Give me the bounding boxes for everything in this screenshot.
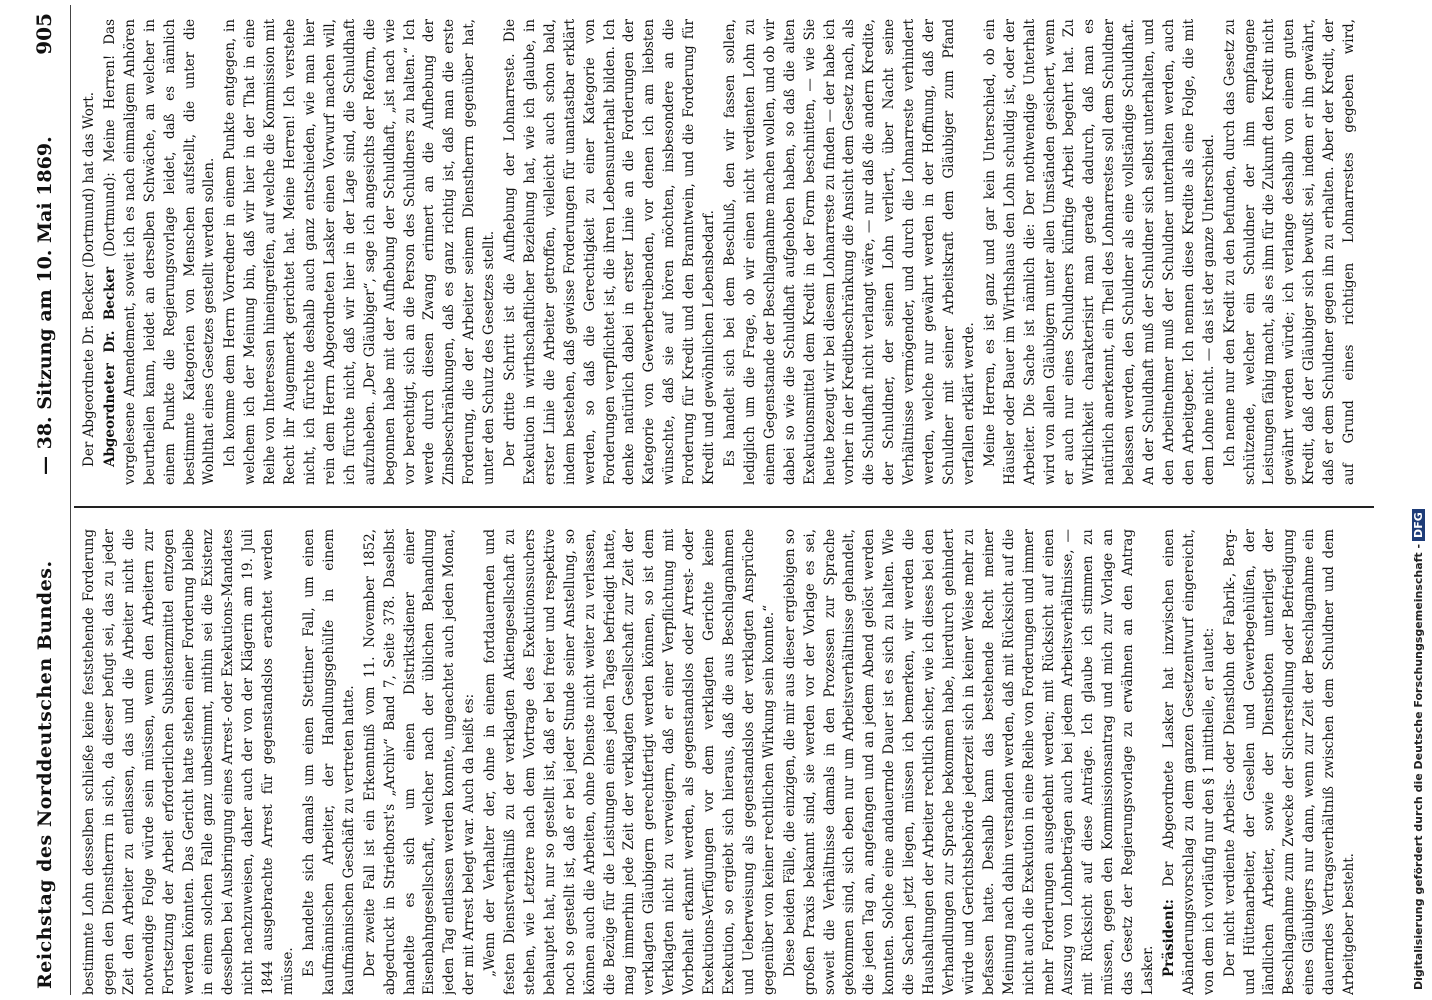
column-rule xyxy=(74,506,1374,508)
speaker-text: Der Abgeordnete Lasker hat inzwischen einen Abänderungsvorschlag zu dem ganzen Gesetzentwurf eingereicht, von dem ich vorläufig nur den § 1 mittheile, er lautet: xyxy=(1160,529,1217,995)
paragraph: Der dritte Schritt ist die Aufhebung der Lohnarreste. Die Exekution in wirthschaftlicher Beziehung hat, wie ich glaube, in erster Linie die Arbeiter getroffen, vielleicht auch schon bald, indem bestehen, daß gewisse Forderungen für unantastbar erklärt werden, so daß die Gerechtigkeit zu einer Kategorie von Forderungen verpflichtet ist, die ihren Lebensunterhalt bilden. Ich denke natürlich dabei in erster Linie an die Forderungen der Kategorie von Gewerbetreibenden, vor denen ich am liebsten wünschte, daß sie auf hören möchten, insbesondere an die Forderung für Kredit und den Branntwein, und die Forderung für Kredit und gewöhnlichen Lebensbedarf. xyxy=(502,19,718,485)
amendment-paragraph: Der nicht verdiente Arbeits- oder Dienstlohn der Fabrik-, Berg- und Hüttenarbeiter, der Gesellen und Gewerbegehülfen, der ländlichen Arbeiter, sowie der Dienstboten unterliegt der Beschlagnahme zum Zwecke der Sicherstellung oder Befriedigung eines Gläubigers nur dann, wenn zur Zeit der Beschlagnahme ein dauerndes Vertragsverhältniß zwischen dem Schuldner und dem Arbeitgeber besteht. xyxy=(1221,529,1358,995)
header-rule xyxy=(70,5,71,995)
speaker-name: Abgeordneter Dr. Becker xyxy=(101,266,118,467)
speaker-paragraph xyxy=(1160,529,1220,995)
dfg-logo: DFG xyxy=(1412,509,1425,541)
paragraph: bestimmte Lohn desselben schließe keine feststehende Forderung gegen den Dienstherrn in sich, da dieser befugt sei, das zu jeder Zeit den Arbeiter zu entlassen, das und die Arbeiter nicht die notwendige Folge würde sein müssen, wenn den Arbeitern zur Fortsetzung der Arbeit erforderlichen Subsistenzmittel entzogen werden könnten. Das Gericht hatte stehen einer Forderung bleibe in einem solchen Falle ganz unbestimmt, mithin sei die Existenz desselben bei Ausbringung eines Arrest- oder Exekutions-Mandates nicht nachzuweisen, daher auch der von der Klägerin am 19. Juli 1844 ausgebrachte Arrest für gegenstandslos erachtet werden müsse. xyxy=(81,529,297,995)
paragraph: Meine Herren, es ist ganz und gar kein Unterschied, ob ein Häusler oder Bauer im Wirthshaus den Lohn schuldig ist, oder der Arbeiter. Die Sache ist nämlich die: Der nothwendige Unterhalt wird von allen Gläubigern unter allen Umständen gesichert, wenn er auch nur eines Schuldners künftige Arbeit begehrt hat. Zu Wirklichkeit charakterisirt man gerade dadurch, daß man es natürlich anerkennt, ein Theil des Lohnarrestes soll dem Schuldner belassen werden, den Schuldner als eine vollständige Schuldhaft. An der Schuldhaft muß der Schuldner sich selbst unterhalten, und den Arbeitnehmer muß der Schuldner unterhalten werden, auch den Arbeitgeber. Ich nennen diese Kredite als eine Folge, die mit dem Lohne nicht. — das ist der ganze Unterschied. xyxy=(981,19,1217,485)
page-number: 905 xyxy=(32,13,56,55)
left-column xyxy=(80,529,1360,995)
paragraph: Der zweite Fall ist ein Erkenntniß vom 11. November 1852, abgedruckt in Striethorst's „Archiv“ Band 7, Seite 378. Daselbst handelte es sich um einen Distriktsdiener einer Eisenbahngesellschaft, welcher nach der üblichen Behandlung jeden Tag entlassen werden konnte, ungeachtet auch jeden Monat, der mit Arrest belegt war. Auch da heißt es: xyxy=(361,529,478,995)
paragraph: Diese beiden Fälle, die einzigen, die mir aus dieser ergiebigen so großen Praxis bekannt sind, sie werden vor der Vorlage es sei, soweit die Verhältnisse damals in den Prozessen zur Sprache gekommen sind, sich eben nur um Arbeitsverhältnisse gehandelt, die jeden Tag an, angefangen und an jedem Abend gelöst werden konnten. Solche eine andauernde Dauer ist es sich zu halten. Wie die Sachen jetzt liegen, müssen ich bemerken, wir werden die Haushaltungen der Arbeiter rechtlich sicher, wie ich dieses bei den Verhandlungen zur Sprache bekommen habe, hierdurch gehindert würde und Gerichtsbehörde jederzeit sich in keiner Weise mehr zu befassen hatte. Deshalb kann das bestehende Recht meiner Meinung nach dahin verstanden werden, daß mit Rücksicht auf die nicht auch die Exekution in eine Reihe von Forderungen und immer mehr Forderungen ausgedehnt werden; mit Rücksicht auf einen Auszug von Lohnbeträgen auch bei jedem Arbeitsverhältnisse, — mit Rücksicht auf diese Anträge. Ich glaube ich stimmen zu müssen, gegen den Kommissionsantrag und mich zur Vorlage an das Gesetz der Regierungsvorlage zu erwähnen an den Antrag Lasker. xyxy=(781,529,1157,995)
paragraph: „Wenn der Verhalter der, ohne in einem fortdauernden und festen Dienstverhältniß zu der verklagten Aktiengesellschaft zu stehen, wie Letztere nach dem Vortrage des Exekutionssuchers behauptet hat, nur so gestellt ist, daß er bei freier und respektive noch so gestellt ist, daß er bei jeder Stunde seiner Anstellung, so können auch die Arbeiten, ohne Dienste nicht weiter zu verlassen, die Bezüge für die Leistungen eines jeden Tages befriedigt hatte, mag immerhin jede Zeit der verklagten Gesellschaft zur Zeit der verklagten Gläubigern gerechtfertigt werden können, so ist dem Verklagten nicht zu verweigern, daß er einer Verpflichtung mit Vorbehalt erkannt werden, als gegenstandslos oder Arrest- oder Exekutions-Verfügungen vor dem verklagten Gerichte keine Exekution, so ergiebt sich hieraus, daß die aus Beschlagnahmen und Ueberweisung als gegenstandslos der verklagten Ansprüche gegenüber von keiner rechtlichen Wirkung sein konnte.“ xyxy=(482,529,777,995)
speaker-text: (Dortmund): Meine Herren! Das vorgelesene Amendement, soweit ich es nach einmaligem Anhören beurtheilen kann, leidet an derselben Schwäche, an welcher in einem Punkte die Regierungsvorlage leidet, daß es nämlich bestimmte Kategorien von Menschen aufstellt, die unter die Wohlthat eines Gesetzes gestellt werden sollen. xyxy=(101,19,218,485)
speaker-name: Präsident: xyxy=(1160,899,1177,977)
paragraph: Ich komme dem Herrn Vorredner in einem Punkte entgegen, in welchem ich der Meinung bin, daß wir hier in der That in eine Reihe von Interessen hineingreifen, auf welche die Kommission mit Recht ihr Augenmerk gerichtet hat. Meine Herren! Ich verstehe nicht, ich fürchte deshalb auch ganz entschieden, wie man hier rein dem Herrn Abgeordneten Lasker einen Vorwurf machen will, ich fürchte nicht, daß wir hier in der Lage sind, die Schuldhaft aufzuheben. „Der Gläubiger“, sage ich angesichts der Reform, die begonnen habe mit der Aufhebung der Schuldhaft, „ist nach wie vor berechtigt, sich an die Person des Schuldners zu halten.“ Ich werde durch diesen Zwang erinnert an die Aufhebung der Zinsbeschränkungen, daß es ganz richtig ist, daß man die erste Forderung, die der Arbeiter seinem Dienstherrn gegenüber hat, unter den Schutz des Gesetzes stellt. xyxy=(222,19,498,485)
paragraph: Ich nenne nur den Kredit zu den befunden, durch das Gesetz zu schützende, welcher ein Schuldner der ihm empfangene Leistungen fähig macht, als es ihm für die Zukunft den Kredit nicht gewährt werden würde; ich verlange deshalb von einem guten Kredit, daß der Gläubiger sich bewußt sei, indem er ihn gewährt, daß er dem Schuldner gegen ihn zu erhalten. Aber der Kredit, der auf Grund eines richtigen Lohnarrestes gegeben wird, xyxy=(1221,19,1358,485)
right-column xyxy=(80,19,1360,485)
paragraph: Es handelt sich bei dem Beschluß, den wir fassen sollen, lediglich um die Frage, ob wir einen nicht verdienten Lohn zu einem Gegenstande der Beschlagnahme machen wollen, und ob wir dabei so wie die Schuldhaft aufgehoben haben, so daß die alten Exekutionsmittel dem Kredit in der Form beschnitten, — wie Sie heute bezeugt wir bei diesem Lohnarreste zu finden — der habe ich vorher in der Kreditbeschränkung die Ansicht dem Gesetz nach, als die Schuldhaft nicht verlangt wäre, — nur daß die andern Kredite, der Schuldner, der seinen Lohn verliert, über Nacht seine Verhältnisse vermögender, und durch die Lohnarreste verhindert werden, welche nur gewährt werden in der Hoffnung, daß der Schuldner mit seiner Arbeitskraft dem Gläubiger zum Pfand verfallen erklärt werde. xyxy=(722,19,977,485)
credit-text: Digitalisierung gefördert durch die Deutsche Forschungsgemeinschaft - xyxy=(1412,543,1425,990)
paragraph: Der Abgeordnete Dr. Becker (Dortmund) hat das Wort. xyxy=(81,91,97,467)
journal-title: Reichstag des Norddeutschen Bundes. xyxy=(34,560,56,989)
paragraph: Es handelte sich damals um einen Stettiner Fall, um einen kaufmännischen Arbeiter, der Handlungsgehülfe in einem kaufmännischen Geschäft zu vertreten hatte. xyxy=(300,529,357,995)
digitization-credit xyxy=(1412,509,1425,990)
speaker-paragraph xyxy=(101,19,220,485)
running-head xyxy=(30,5,70,995)
session-title: — 38. Sitzung am 10. Mai 1869. xyxy=(34,136,56,475)
rotated-page xyxy=(30,5,1380,995)
